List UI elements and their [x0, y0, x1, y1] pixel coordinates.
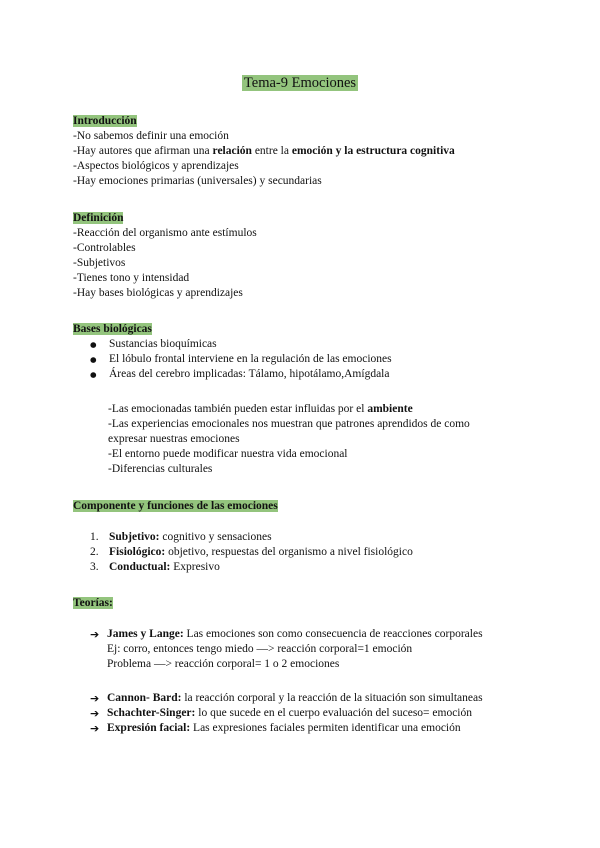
arrow-icon: ➔ [90, 692, 100, 705]
text-line: -Aspectos biológicos y aprendizajes [73, 160, 239, 172]
text-span: la reacción corporal y la reacción de la situación son simultaneas [181, 692, 483, 704]
text-span: -Las emocionadas también pueden estar influidas por el [108, 403, 368, 415]
list-number: 1. [90, 531, 99, 543]
section-heading [73, 596, 573, 611]
bold-text: emoción y la estructura cognitiva [291, 145, 455, 157]
text-line: -No sabemos definir una emoción [73, 130, 229, 142]
text-line: Ej: corro, entonces tengo miedo —> reacción corporal=1 emoción [107, 643, 413, 655]
heading-text: Teorías: [73, 597, 113, 609]
text-line: -Subjetivos [73, 257, 126, 269]
text-line: expresar nuestras emociones [108, 433, 240, 445]
text-span: Expresivo [170, 561, 220, 573]
bold-text: ambiente [367, 403, 413, 415]
section-componente [73, 499, 573, 514]
text-line: -Hay emociones primarias (universales) y secundarias [73, 175, 322, 187]
bold-text: Schachter-Singer: [107, 707, 196, 719]
section-definicion [73, 211, 573, 301]
text-span: Las expresiones faciales permiten identificar una emoción [190, 722, 461, 734]
bases-notes [108, 402, 568, 477]
title-text: Tema-9 Emociones [243, 75, 357, 91]
theory-list [90, 691, 590, 736]
section-introduccion [73, 114, 573, 189]
list-item: ● Áreas del cerebro implicadas: Tálamo, hipotálamo,Amígdala [90, 367, 573, 382]
heading-text: Definición [73, 212, 124, 224]
list-item [90, 530, 590, 545]
text-span: entre la [251, 145, 292, 157]
bold-text: Conductual: [109, 561, 171, 573]
list-item [90, 545, 590, 560]
list-number: 3. [90, 561, 99, 573]
list-item: ● Sustancias bioquímicas [90, 337, 573, 352]
heading-text: Introducción [73, 115, 137, 127]
arrow-icon: ➔ [90, 707, 100, 720]
bold-text: James y Lange: [107, 628, 184, 640]
ordered-list [90, 530, 590, 575]
list-item [90, 691, 590, 706]
text-line [108, 402, 568, 417]
section-heading [73, 114, 573, 129]
text-line: -Reacción del organismo ante estímulos [73, 227, 257, 239]
bold-text: Expresión facial: [107, 722, 191, 734]
section-heading [73, 211, 573, 226]
text-span: objetivo, respuestas del organismo a nivel fisiológico [165, 546, 413, 558]
text-line: Problema —> reacción corporal= 1 o 2 emociones [107, 658, 340, 670]
theory-james-lange [90, 627, 590, 672]
arrow-icon: ➔ [90, 628, 100, 641]
list-item [90, 627, 590, 642]
list-number: 2. [90, 546, 99, 558]
section-heading [73, 499, 573, 514]
text-line: -Tienes tono y intensidad [73, 272, 190, 284]
text-line: -Hay bases biológicas y aprendizajes [73, 287, 243, 299]
heading-text: Componente y funciones de las emociones [73, 500, 278, 512]
arrow-icon: ➔ [90, 722, 100, 735]
text-span: lo que sucede en el cuerpo evaluación del suceso= emoción [195, 707, 473, 719]
list-item [90, 721, 590, 736]
section-teorias [73, 596, 573, 611]
text-line: -Las experiencias emocionales nos muestran que patrones aprendidos de como [108, 418, 470, 430]
text-span: -Hay autores que afirman una [73, 145, 213, 157]
heading-text: Bases biológicas [73, 323, 152, 335]
text-line: -Diferencias culturales [108, 463, 213, 475]
text-line: -El entorno puede modificar nuestra vida emocional [108, 448, 348, 460]
section-heading [73, 322, 573, 337]
bullet-list [90, 337, 573, 382]
text-span: Las emociones son como consecuencia de reacciones corporales [183, 628, 483, 640]
list-item: ● El lóbulo frontal interviene en la regulación de las emociones [90, 352, 573, 367]
text-line: -Controlables [73, 242, 136, 254]
section-bases-biologicas [73, 322, 573, 382]
bold-text: Cannon- Bard: [107, 692, 182, 704]
page-title [0, 74, 600, 93]
bold-text: Fisiológico: [109, 546, 166, 558]
list-item [90, 706, 590, 721]
text-span: cognitivo y sensaciones [159, 531, 272, 543]
bold-text: relación [212, 145, 252, 157]
text-line [73, 144, 573, 159]
list-item [90, 560, 590, 575]
bold-text: Subjetivo: [109, 531, 160, 543]
